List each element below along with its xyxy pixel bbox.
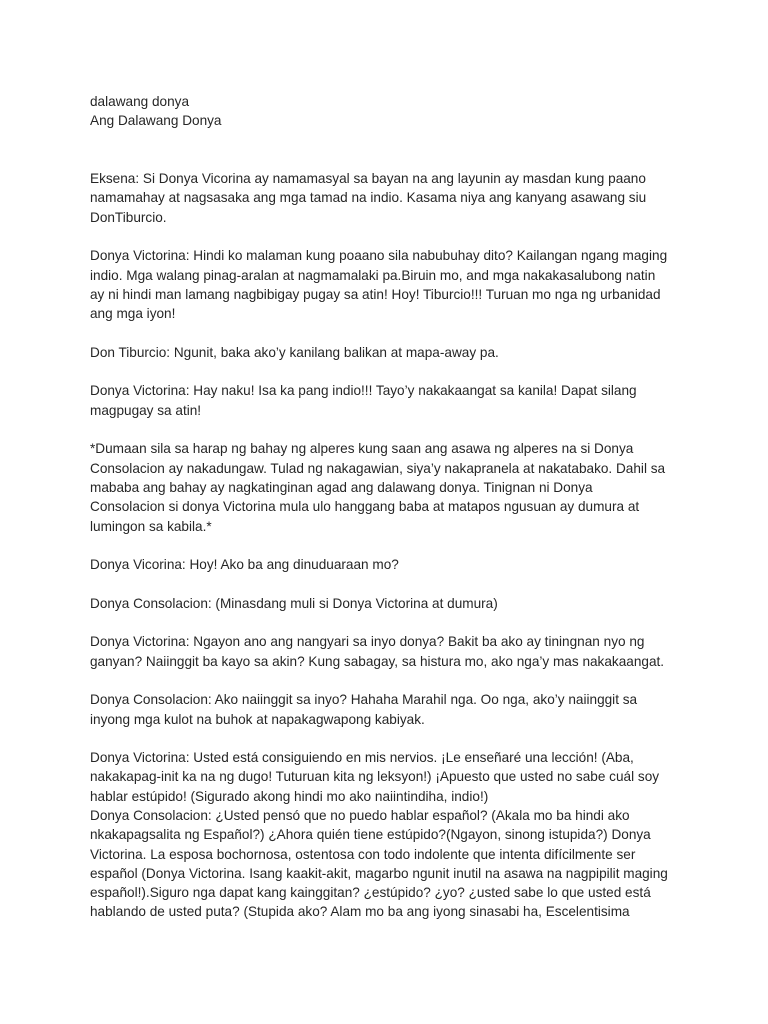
spacer [90, 671, 690, 690]
text-line: Consolacion si donya Victorina mula ulo hanggang baba at matapos ngusuan ay dumura at [90, 499, 640, 515]
text-line: magpugay sa atin! [90, 402, 202, 418]
text-line: Eksena: Si Donya Vicorina ay namamasyal sa bayan na ang layunin ay masdan kung paano [90, 171, 646, 187]
paragraph-victorina-1 [90, 246, 690, 323]
spacer [90, 362, 690, 381]
text-line: DonTiburcio. [90, 209, 167, 225]
paragraph-victorina-consolacion [90, 748, 690, 922]
text-line: nkakapagsalita ng Español?) ¿Ahora quién tiene estúpido?(Ngayon, sinong istupida?) Donya [90, 827, 651, 843]
text-line: namamahay at nagsasaka ang mga tamad na indio. Kasama niya ang kanyang asawang siu [90, 190, 647, 206]
text-line: Donya Victorina: Ngayon ano ang nangyari sa inyo donya? Bakit ba ako ay tiningnan nyo ng [90, 634, 645, 650]
text-line: Donya Consolacion: Ako naiinggit sa inyo? Hahaha Marahil nga. Oo nga, ako’y naiinggit sa [90, 692, 638, 708]
text-line: ang mga iyon! [90, 306, 176, 322]
text-line: Consolacion ay nakadungaw. Tulad ng nakagawian, siya’y nakapranela at nakatabako. Dahil sa [90, 460, 666, 476]
text-line: mababa ang bahay ay nagkatinginan agad ang dalawang donya. Tinignan ni Donya [90, 479, 593, 495]
spacer [90, 729, 690, 748]
text-line: ganyan? Naiinggit ba kayo sa akin? Kung sabagay, sa histura mo, ako nga’y mas nakakaangat. [90, 653, 665, 669]
paragraph-consolacion-1 [90, 594, 690, 613]
text-line: hablando de usted puta? (Stupida ako? Alam mo ba ang iyong sinasabi ha, Escelentisima [90, 904, 630, 920]
text-line: Donya Victorina: Hindi ko malaman kung poaano sila nabubuhay dito? Kailangan ngang maging [90, 248, 668, 264]
spacer [90, 613, 690, 632]
paragraph-tiburcio-1 [90, 343, 690, 362]
text-line: Victorina. La esposa bochornosa, ostentosa con todo indolente que intenta difícilmente ser [90, 846, 636, 862]
text-line: hablar estúpido! (Sigurado akong hindi mo ako naiintindiha, indio!) [90, 788, 489, 804]
spacer [90, 131, 690, 170]
text-line: *Dumaan sila sa harap ng bahay ng alperes kung saan ang asawa ng alperes na si Donya [90, 441, 634, 457]
paragraph-eksena [90, 169, 690, 227]
spacer [90, 324, 690, 343]
paragraph-vicorina-3 [90, 555, 690, 574]
text-line: ay ni hindi man lamang nagbibigay pugay sa atin! Hoy! Tiburcio!!! Turuan mo nga ng urbanidad [90, 286, 661, 302]
text-line: Donya Vicorina: Hoy! Ako ba ang dinuduaraan mo? [90, 557, 399, 573]
spacer [90, 536, 690, 555]
subtitle-line: Ang Dalawang Donya [90, 113, 222, 129]
text-line: Donya Consolacion: (Minasdang muli si Donya Victorina at dumura) [90, 595, 498, 611]
paragraph-stage-direction [90, 439, 690, 535]
spacer [90, 574, 690, 593]
document-page [90, 92, 690, 922]
text-line: lumingon sa kabila.* [90, 518, 212, 534]
text-line: Don Tiburcio: Ngunit, baka ako’y kanilang balikan at mapa-away pa. [90, 344, 499, 360]
text-line: Donya Victorina: Usted está consiguiendo en mis nervios. ¡Le enseñaré una lección! (Aba, [90, 750, 634, 766]
text-line: español!).Siguro nga dapat kang kainggitan? ¿estúpido? ¿yo? ¿usted sabe lo que usted está [90, 885, 651, 901]
paragraph-consolacion-2 [90, 690, 690, 729]
paragraph-victorina-2 [90, 381, 690, 420]
spacer [90, 420, 690, 439]
text-line: indio. Mga walang pinag-aralan at nagmamalaki pa.Biruin mo, and mga nakakasalubong natin [90, 267, 656, 283]
text-line: inyong mga kulot na buhok at napakagwapong kabiyak. [90, 711, 425, 727]
text-line: Donya Victorina: Hay naku! Isa ka pang indio!!! Tayo’y nakakaangat sa kanila! Dapat silang [90, 383, 637, 399]
paragraph-victorina-4 [90, 632, 690, 671]
text-line: Donya Consolacion: ¿Usted pensó que no puedo hablar español? (Akala mo ba hindi ako [90, 807, 630, 823]
title-line: dalawang donya [90, 94, 190, 109]
spacer [90, 227, 690, 246]
document-title [90, 92, 690, 131]
text-line: nakakapag-init ka na ng dugo! Tuturuan kita ng leksyon!) ¡Apuesto que usted no sabe cuál soy [90, 769, 660, 785]
text-line: español (Donya Victorina. Isang kaakit-akit, magarbo ngunit inutil na asawa na nagpipilit maging [90, 865, 668, 881]
